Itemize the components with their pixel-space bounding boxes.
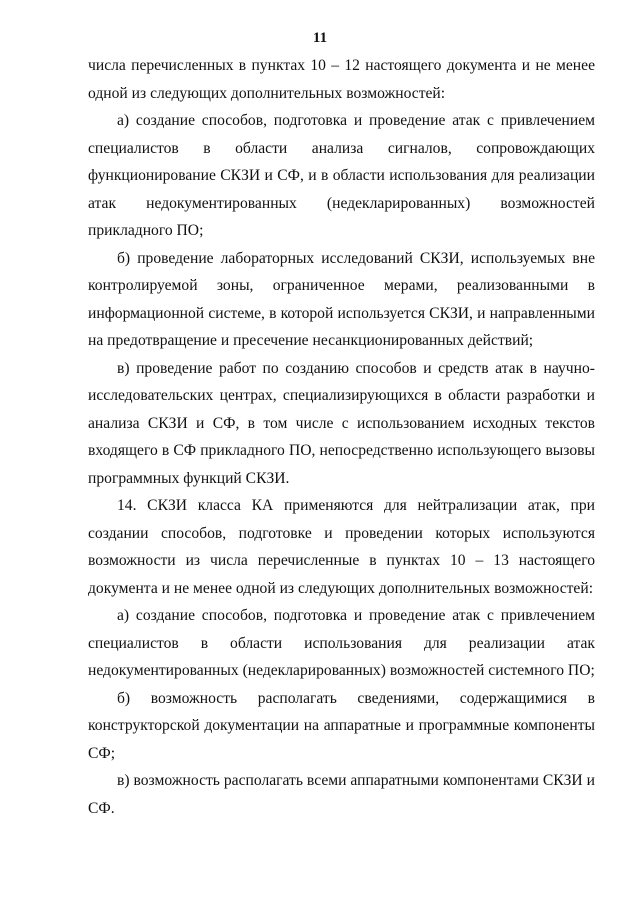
page-number: 11: [312, 30, 328, 46]
paragraph-continuation: числа перечисленных в пунктах 10 – 12 настоящего документа и не менее одной из следующих дополнительных возможностей:: [88, 57, 595, 102]
paragraph-item-b-1: б) проведение лабораторных исследований СКЗИ, используемых вне контролируемой зоны, ограниченное мерами, реализованными в информационной системе, в которой используется СКЗИ, и направленными на предотвращение и пресечение несанкционированных действий;: [88, 249, 595, 349]
document-body: [88, 52, 595, 822]
paragraph-clause-14: 14. СКЗИ класса КА применяются для нейтрализации атак, при создании способов, подготовке и проведении которых используются возможности из числа перечисленные в пунктах 10 – 13 настоящего документа и не менее одной из следующих дополнительных возможностей:: [88, 497, 595, 597]
paragraph-item-a-2: а) создание способов, подготовка и проведение атак с привлечением специалистов в области использования для реализации атак недокументированных (недекларированных) возможностей системного ПО;: [88, 607, 595, 679]
paragraph-item-a-1: а) создание способов, подготовка и проведение атак с привлечением специалистов в области анализа сигналов, сопровождающих функционирование СКЗИ и СФ, и в области использования для реализации атак недокументированных (недекларированных) возможностей прикладного ПО;: [88, 112, 595, 239]
paragraph-item-v-2: в) возможность располагать всеми аппаратными компонентами СКЗИ и СФ.: [88, 772, 595, 817]
paragraph-item-v-1: в) проведение работ по созданию способов и средств атак в научно-исследовательских центрах, специализирующихся в области разработки и анализа СКЗИ и СФ, в том числе с использованием исходных текстов входящего в СФ прикладного ПО, непосредственно использующего вызовы программных функций СКЗИ.: [88, 359, 595, 487]
paragraph-item-b-2: б) возможность располагать сведениями, содержащимися в конструкторской документации на аппаратные и программные компоненты СФ;: [88, 689, 595, 762]
